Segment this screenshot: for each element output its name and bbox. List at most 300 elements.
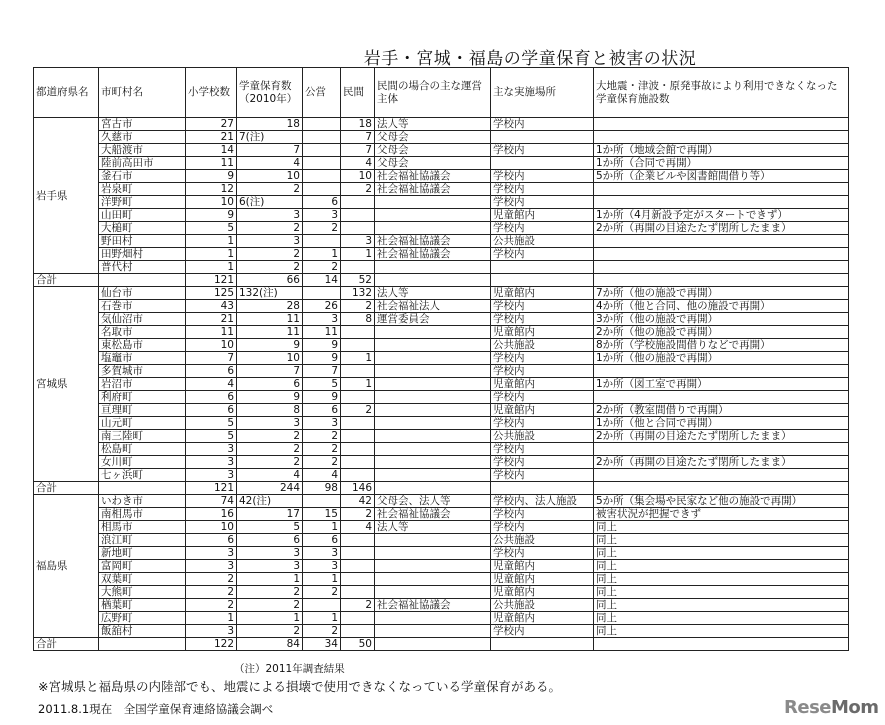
city-cell: 洋野町 <box>99 196 186 209</box>
operator-cell: 運営委員会 <box>375 313 491 326</box>
damage-cell: 被害状況が把握できず <box>594 508 849 521</box>
private-cell <box>341 443 375 456</box>
private-cell <box>341 469 375 482</box>
location-cell: 公共施設 <box>491 599 594 612</box>
damage-cell: 1か所（他と合同で再開） <box>594 417 849 430</box>
city-cell: 久慈市 <box>99 131 186 144</box>
gakudo-cell: 2 <box>237 586 303 599</box>
damage-cell: 2か所（他の施設で再開） <box>594 326 849 339</box>
damage-cell <box>594 118 849 131</box>
operator-cell <box>375 209 491 222</box>
location-cell: 学校内 <box>491 443 594 456</box>
location-cell: 児童館内 <box>491 209 594 222</box>
public-cell <box>303 144 341 157</box>
total-private-cell: 146 <box>341 482 375 495</box>
public-cell: 5 <box>303 378 341 391</box>
damage-cell <box>594 248 849 261</box>
damage-cell <box>594 261 849 274</box>
total-location-cell <box>491 482 594 495</box>
private-cell: 4 <box>341 157 375 170</box>
public-cell: 6 <box>303 404 341 417</box>
gakudo-cell: 3 <box>237 560 303 573</box>
gakudo-cell: 6 <box>237 534 303 547</box>
header-pref: 都道府県名 <box>34 68 99 118</box>
total-operator-cell <box>375 274 491 287</box>
damage-cell: 同上 <box>594 586 849 599</box>
private-cell: 4 <box>341 521 375 534</box>
city-cell: 富岡町 <box>99 560 186 573</box>
damage-cell: 1か所（地域会館で再開） <box>594 144 849 157</box>
schools-cell: 1 <box>186 612 237 625</box>
location-cell: 児童館内 <box>491 586 594 599</box>
location-cell: 学校内 <box>491 365 594 378</box>
public-cell: 6 <box>303 534 341 547</box>
table-row <box>34 586 849 599</box>
table-row <box>34 378 849 391</box>
total-schools-cell: 122 <box>186 638 237 651</box>
city-cell: 山田町 <box>99 209 186 222</box>
operator-cell: 法人等 <box>375 287 491 300</box>
gakudo-cell: 7 <box>237 365 303 378</box>
total-damage-cell <box>594 274 849 287</box>
operator-cell: 父母会 <box>375 144 491 157</box>
total-damage-cell <box>594 482 849 495</box>
header-location: 主な実施場所 <box>491 68 594 118</box>
operator-cell <box>375 365 491 378</box>
schools-cell: 12 <box>186 183 237 196</box>
public-cell: 15 <box>303 508 341 521</box>
public-cell: 2 <box>303 222 341 235</box>
schools-cell: 11 <box>186 326 237 339</box>
gakudo-cell: 2 <box>237 625 303 638</box>
gakudo-cell: 1 <box>237 573 303 586</box>
table-row <box>34 469 849 482</box>
public-cell: 9 <box>303 339 341 352</box>
operator-cell: 社会福祉協議会 <box>375 508 491 521</box>
operator-cell: 父母会、法人等 <box>375 495 491 508</box>
total-pref-cell: 合計 <box>34 482 99 495</box>
header-schools: 小学校数 <box>186 68 237 118</box>
table-row <box>34 131 849 144</box>
gakudo-cell: 7 <box>237 144 303 157</box>
private-cell: 132 <box>341 287 375 300</box>
table-row <box>34 209 849 222</box>
operator-cell: 法人等 <box>375 521 491 534</box>
city-cell: 普代村 <box>99 261 186 274</box>
total-pref-cell: 合計 <box>34 274 99 287</box>
table-row <box>34 183 849 196</box>
city-cell: 田野畑村 <box>99 248 186 261</box>
damage-cell <box>594 443 849 456</box>
public-cell: 1 <box>303 521 341 534</box>
footnote: （注）2011年調査結果 <box>234 663 345 675</box>
total-city-cell <box>99 638 186 651</box>
damage-cell: 2か所（教室間借りで再開） <box>594 404 849 417</box>
total-private-cell: 52 <box>341 274 375 287</box>
private-cell <box>341 430 375 443</box>
table-row <box>34 235 849 248</box>
city-cell: 名取市 <box>99 326 186 339</box>
gakudo-cell: 7(注) <box>237 131 303 144</box>
city-cell: 宮古市 <box>99 118 186 131</box>
total-operator-cell <box>375 482 491 495</box>
private-cell <box>341 625 375 638</box>
damage-cell <box>594 183 849 196</box>
location-cell: 公共施設 <box>491 339 594 352</box>
damage-cell: 1か所（合同で再開） <box>594 157 849 170</box>
table-row <box>34 261 849 274</box>
source-credit: 2011.8.1現在 全国学童保育連絡協議会調べ <box>38 702 274 716</box>
city-cell: 石巻市 <box>99 300 186 313</box>
operator-cell <box>375 443 491 456</box>
damage-cell <box>594 235 849 248</box>
public-cell <box>303 118 341 131</box>
schools-cell: 7 <box>186 352 237 365</box>
location-cell: 学校内、法人施設 <box>491 495 594 508</box>
public-cell: 3 <box>303 547 341 560</box>
gakudo-cell: 3 <box>237 547 303 560</box>
city-cell: 多賀城市 <box>99 365 186 378</box>
location-cell: 児童館内 <box>491 287 594 300</box>
schools-cell: 21 <box>186 131 237 144</box>
private-cell: 2 <box>341 508 375 521</box>
gakudo-cell: 42(注) <box>237 495 303 508</box>
operator-cell <box>375 573 491 586</box>
location-cell: 児童館内 <box>491 326 594 339</box>
total-pref-cell: 合計 <box>34 638 99 651</box>
city-cell: 双葉町 <box>99 573 186 586</box>
header-damage: 大地震・津波・原発事故により利用できなくなった学童保育施設数 <box>594 68 849 118</box>
private-cell <box>341 612 375 625</box>
city-cell: 陸前高田市 <box>99 157 186 170</box>
city-cell: 浪江町 <box>99 534 186 547</box>
prefecture-cell: 岩手県 <box>34 118 99 274</box>
gakudo-cell: 28 <box>237 300 303 313</box>
operator-cell: 社会福祉協議会 <box>375 183 491 196</box>
city-cell: 南三陸町 <box>99 430 186 443</box>
gakudo-cell: 9 <box>237 339 303 352</box>
schools-cell: 3 <box>186 456 237 469</box>
table-row <box>34 547 849 560</box>
public-cell: 3 <box>303 417 341 430</box>
gakudo-cell: 11 <box>237 313 303 326</box>
city-cell: 相馬市 <box>99 521 186 534</box>
public-cell: 3 <box>303 313 341 326</box>
header-public: 公営 <box>303 68 341 118</box>
operator-cell <box>375 339 491 352</box>
operator-cell <box>375 456 491 469</box>
prefecture-cell: 宮城県 <box>34 287 99 482</box>
resemom-logo: ReseMom <box>784 697 879 718</box>
public-cell: 1 <box>303 248 341 261</box>
gakudo-cell: 6 <box>237 378 303 391</box>
location-cell: 公共施設 <box>491 235 594 248</box>
gakudo-cell: 3 <box>237 209 303 222</box>
operator-cell: 父母会 <box>375 131 491 144</box>
table-row <box>34 443 849 456</box>
gakudo-cell: 2 <box>237 456 303 469</box>
public-cell <box>303 170 341 183</box>
total-public-cell: 34 <box>303 638 341 651</box>
schools-cell: 21 <box>186 313 237 326</box>
damage-cell <box>594 469 849 482</box>
header-gakudo: 学童保育数（2010年） <box>237 68 303 118</box>
operator-cell <box>375 469 491 482</box>
damage-cell <box>594 365 849 378</box>
gakudo-cell: 10 <box>237 352 303 365</box>
city-cell: 野田村 <box>99 235 186 248</box>
location-cell: 学校内 <box>491 417 594 430</box>
private-cell: 2 <box>341 183 375 196</box>
public-cell <box>303 495 341 508</box>
schools-cell: 6 <box>186 365 237 378</box>
table-row <box>34 313 849 326</box>
gakudo-cell: 17 <box>237 508 303 521</box>
public-cell: 2 <box>303 261 341 274</box>
gakudo-cell: 132(注) <box>237 287 303 300</box>
private-cell: 7 <box>341 144 375 157</box>
damage-cell <box>594 391 849 404</box>
private-cell: 7 <box>341 131 375 144</box>
city-cell: 釜石市 <box>99 170 186 183</box>
table-row <box>34 430 849 443</box>
public-cell: 3 <box>303 560 341 573</box>
location-cell: 児童館内 <box>491 573 594 586</box>
gakudo-cell: 1 <box>237 612 303 625</box>
private-cell <box>341 196 375 209</box>
schools-cell: 10 <box>186 521 237 534</box>
table-row <box>34 625 849 638</box>
table-row <box>34 521 849 534</box>
public-cell: 11 <box>303 326 341 339</box>
gakudo-cell: 9 <box>237 391 303 404</box>
private-cell: 3 <box>341 235 375 248</box>
public-cell <box>303 599 341 612</box>
location-cell: 児童館内 <box>491 560 594 573</box>
private-cell: 1 <box>341 378 375 391</box>
location-cell: 学校内 <box>491 521 594 534</box>
total-gakudo-cell: 244 <box>237 482 303 495</box>
private-cell: 18 <box>341 118 375 131</box>
location-cell: 公共施設 <box>491 534 594 547</box>
schools-cell: 14 <box>186 144 237 157</box>
gakudo-cell: 3 <box>237 417 303 430</box>
total-location-cell <box>491 274 594 287</box>
table-row <box>34 144 849 157</box>
table-row <box>34 248 849 261</box>
operator-cell <box>375 326 491 339</box>
total-city-cell <box>99 482 186 495</box>
location-cell: 学校内 <box>491 456 594 469</box>
location-cell: 学校内 <box>491 196 594 209</box>
table-row <box>34 404 849 417</box>
city-cell: 松島町 <box>99 443 186 456</box>
private-cell <box>341 417 375 430</box>
public-cell <box>303 131 341 144</box>
location-cell: 児童館内 <box>491 378 594 391</box>
schools-cell: 3 <box>186 443 237 456</box>
private-cell: 1 <box>341 352 375 365</box>
table-row <box>34 339 849 352</box>
damage-cell: 1か所（他の施設で再開） <box>594 352 849 365</box>
gakudo-cell: 2 <box>237 222 303 235</box>
schools-cell: 5 <box>186 430 237 443</box>
schools-cell: 2 <box>186 586 237 599</box>
total-location-cell <box>491 638 594 651</box>
schools-cell: 10 <box>186 339 237 352</box>
private-cell <box>341 456 375 469</box>
header-private: 民間 <box>341 68 375 118</box>
gakudo-cell: 2 <box>237 599 303 612</box>
city-cell: 塩竈市 <box>99 352 186 365</box>
operator-cell <box>375 625 491 638</box>
public-cell <box>303 157 341 170</box>
public-cell: 7 <box>303 365 341 378</box>
private-cell <box>341 209 375 222</box>
private-cell <box>341 586 375 599</box>
total-row <box>34 274 849 287</box>
damage-cell: 同上 <box>594 625 849 638</box>
public-cell: 2 <box>303 456 341 469</box>
table-row <box>34 287 849 300</box>
operator-cell <box>375 560 491 573</box>
schools-cell: 6 <box>186 534 237 547</box>
schools-cell: 74 <box>186 495 237 508</box>
total-damage-cell <box>594 638 849 651</box>
total-city-cell <box>99 274 186 287</box>
city-cell: 山元町 <box>99 417 186 430</box>
table-row <box>34 534 849 547</box>
public-cell: 4 <box>303 469 341 482</box>
damage-cell: 2か所（再開の目途たたず閉所したまま） <box>594 430 849 443</box>
table-row <box>34 456 849 469</box>
operator-cell: 社会福祉協議会 <box>375 248 491 261</box>
location-cell <box>491 131 594 144</box>
public-cell <box>303 183 341 196</box>
public-cell: 2 <box>303 430 341 443</box>
table-row <box>34 573 849 586</box>
total-private-cell: 50 <box>341 638 375 651</box>
table-row <box>34 170 849 183</box>
location-cell: 学校内 <box>491 183 594 196</box>
table-row <box>34 495 849 508</box>
table-row <box>34 222 849 235</box>
table-row <box>34 157 849 170</box>
schools-cell: 5 <box>186 222 237 235</box>
private-cell <box>341 365 375 378</box>
schools-cell: 1 <box>186 248 237 261</box>
city-cell: 大熊町 <box>99 586 186 599</box>
location-cell: 学校内 <box>491 144 594 157</box>
public-cell: 3 <box>303 209 341 222</box>
operator-cell: 法人等 <box>375 118 491 131</box>
city-cell: 新地町 <box>99 547 186 560</box>
schools-cell: 3 <box>186 547 237 560</box>
schools-cell: 10 <box>186 196 237 209</box>
operator-cell <box>375 222 491 235</box>
location-cell: 学校内 <box>491 248 594 261</box>
operator-cell <box>375 261 491 274</box>
damage-cell: 1か所（4月新設予定がスタートできず） <box>594 209 849 222</box>
public-cell: 26 <box>303 300 341 313</box>
public-cell <box>303 235 341 248</box>
location-cell <box>491 157 594 170</box>
city-cell: 七ヶ浜町 <box>99 469 186 482</box>
schools-cell: 1 <box>186 261 237 274</box>
city-cell: 東松島市 <box>99 339 186 352</box>
private-cell: 8 <box>341 313 375 326</box>
private-cell <box>341 222 375 235</box>
remark: ※宮城県と福島県の内陸部でも、地震による損壊で使用できなくなっている学童保育がある。 <box>38 679 561 694</box>
location-cell: 学校内 <box>491 313 594 326</box>
private-cell <box>341 391 375 404</box>
operator-cell <box>375 547 491 560</box>
operator-cell <box>375 404 491 417</box>
location-cell: 学校内 <box>491 469 594 482</box>
operator-cell <box>375 586 491 599</box>
city-cell: いわき市 <box>99 495 186 508</box>
operator-cell <box>375 196 491 209</box>
page-title: 岩手・宮城・福島の学童保育と被害の状況 <box>363 49 697 69</box>
damage-cell: 同上 <box>594 534 849 547</box>
city-cell: 利府町 <box>99 391 186 404</box>
public-cell: 6 <box>303 196 341 209</box>
public-cell <box>303 287 341 300</box>
damage-cell: 同上 <box>594 560 849 573</box>
damage-cell: 同上 <box>594 547 849 560</box>
schools-cell: 6 <box>186 404 237 417</box>
schools-cell: 27 <box>186 118 237 131</box>
private-cell: 2 <box>341 599 375 612</box>
schools-cell: 43 <box>186 300 237 313</box>
operator-cell: 父母会 <box>375 157 491 170</box>
schools-cell: 11 <box>186 157 237 170</box>
city-cell: 岩沼市 <box>99 378 186 391</box>
schools-cell: 9 <box>186 209 237 222</box>
public-cell: 9 <box>303 391 341 404</box>
public-cell: 2 <box>303 586 341 599</box>
schools-cell: 2 <box>186 573 237 586</box>
private-cell <box>341 560 375 573</box>
city-cell: 飯舘村 <box>99 625 186 638</box>
damage-cell: 7か所（他の施設で再開） <box>594 287 849 300</box>
header-city: 市町村名 <box>99 68 186 118</box>
city-cell: 南相馬市 <box>99 508 186 521</box>
city-cell: 楢葉町 <box>99 599 186 612</box>
public-cell: 2 <box>303 625 341 638</box>
schools-cell: 3 <box>186 625 237 638</box>
gakudo-cell: 6(注) <box>237 196 303 209</box>
location-cell: 公共施設 <box>491 430 594 443</box>
operator-cell: 社会福祉協議会 <box>375 235 491 248</box>
gakudo-cell: 10 <box>237 170 303 183</box>
damage-cell: 4か所（他と合同、他の施設で再開） <box>594 300 849 313</box>
table-row <box>34 612 849 625</box>
table-row <box>34 326 849 339</box>
city-cell: 広野町 <box>99 612 186 625</box>
gakudo-cell: 11 <box>237 326 303 339</box>
damage-cell: 同上 <box>594 612 849 625</box>
schools-cell: 2 <box>186 599 237 612</box>
city-cell: 仙台市 <box>99 287 186 300</box>
table-row <box>34 599 849 612</box>
operator-cell <box>375 352 491 365</box>
operator-cell: 社会福祉法人 <box>375 300 491 313</box>
location-cell: 学校内 <box>491 300 594 313</box>
total-row <box>34 638 849 651</box>
location-cell: 学校内 <box>491 547 594 560</box>
private-cell: 42 <box>341 495 375 508</box>
